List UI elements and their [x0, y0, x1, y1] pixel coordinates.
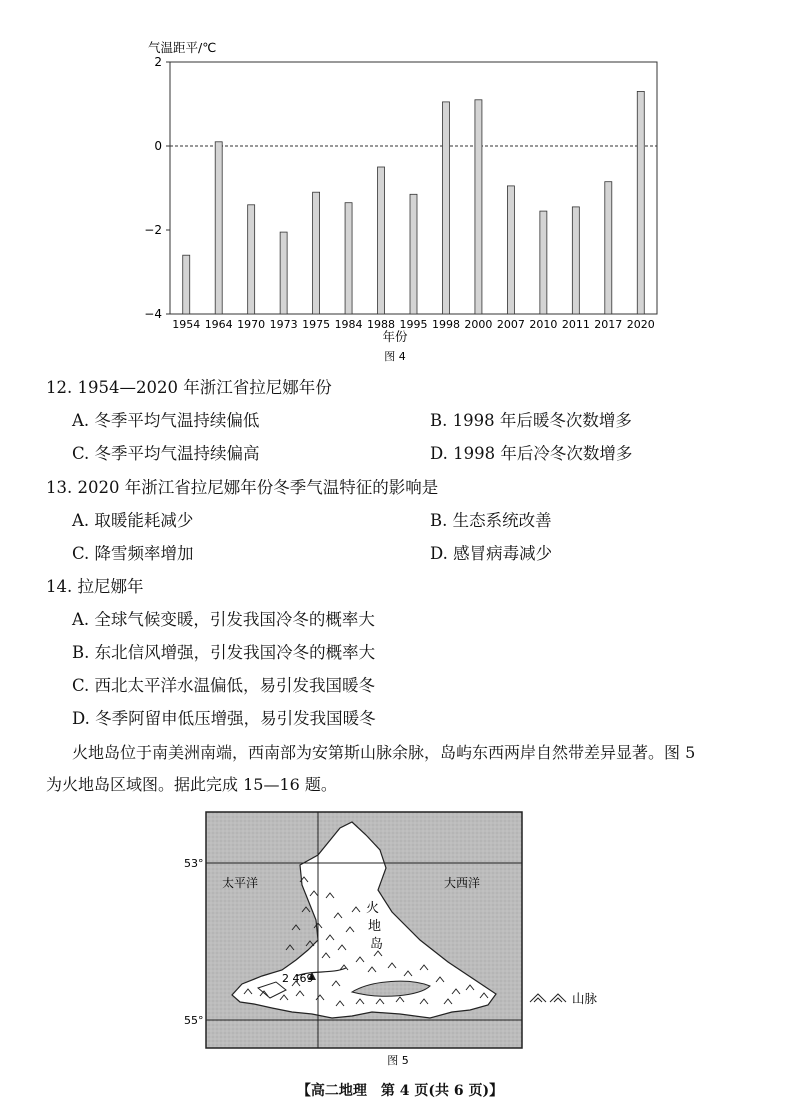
question-13-option-a[interactable]: A. 取暖能耗减少 — [72, 511, 194, 530]
x-tick-label: 1998 — [431, 318, 460, 331]
island-label-char-1: 火 — [366, 901, 380, 916]
bar-1998 — [442, 102, 449, 314]
y-tick-label: 2 — [154, 55, 162, 69]
x-tick-label: 2011 — [561, 318, 590, 331]
question-14-option-d[interactable]: D. 冬季阿留申低压增强，易引发我国暖冬 — [72, 709, 376, 728]
bar-2011 — [572, 207, 579, 314]
question-13-option-c[interactable]: C. 降雪频率增加 — [72, 544, 194, 563]
x-tick-label: 1984 — [334, 318, 363, 331]
x-tick-label: 1964 — [204, 318, 233, 331]
bar-2007 — [507, 186, 514, 314]
figure-4-caption: 图 4 — [384, 350, 406, 363]
legend-mountain-icon — [530, 994, 566, 1002]
bar-1973 — [280, 232, 287, 314]
bar-1970 — [248, 205, 255, 314]
peak-elevation-label: 2 469 — [282, 972, 314, 985]
question-14-option-a[interactable]: A. 全球气候变暖，引发我国冷冬的概率大 — [72, 610, 375, 629]
bar-1975 — [313, 192, 320, 314]
figure-5-map — [0, 800, 800, 1070]
y-tick-label: −2 — [144, 223, 162, 237]
chart-y-axis — [144, 55, 170, 321]
question-12-option-b[interactable]: B. 1998 年后暖冬次数增多 — [430, 411, 632, 430]
x-tick-label: 2000 — [464, 318, 493, 331]
y-tick-label: 0 — [154, 139, 162, 153]
x-tick-label: 2007 — [496, 318, 525, 331]
x-tick-label: 1975 — [302, 318, 331, 331]
question-14-option-c[interactable]: C. 西北太平洋水温偏低，易引发我国暖冬 — [72, 676, 376, 695]
chart-bars — [183, 91, 645, 314]
bar-1995 — [410, 194, 417, 314]
latitude-55-label: 55° — [184, 1014, 204, 1027]
chart-x-axis — [172, 318, 655, 331]
bar-2017 — [605, 182, 612, 314]
bar-1964 — [215, 142, 222, 314]
atlantic-ocean-label: 大西洋 — [444, 876, 481, 890]
x-tick-label: 1988 — [367, 318, 396, 331]
island-label-char-3: 岛 — [370, 937, 384, 952]
x-tick-label: 1954 — [172, 318, 201, 331]
x-tick-label: 2017 — [594, 318, 623, 331]
y-tick-label: −4 — [144, 307, 162, 321]
question-14-option-b[interactable]: B. 东北信风增强，引发我国冷冬的概率大 — [72, 643, 376, 662]
question-14-stem: 14. 拉尼娜年 — [46, 577, 144, 596]
chart-xlabel: 年份 — [382, 329, 408, 344]
bar-2000 — [475, 100, 482, 314]
bar-1984 — [345, 203, 352, 314]
x-tick-label: 1995 — [399, 318, 428, 331]
x-tick-label: 2010 — [529, 318, 558, 331]
x-tick-label: 2020 — [626, 318, 655, 331]
figure-4-chart — [0, 0, 800, 370]
latitude-53-label: 53° — [184, 857, 204, 870]
x-tick-label: 1973 — [269, 318, 298, 331]
x-tick-label: 1970 — [237, 318, 266, 331]
page-footer: 【高二地理 第 4 页(共 6 页)】 — [296, 1083, 504, 1099]
intro-paragraph-line-1: 火地岛位于南美洲南端，西南部为安第斯山脉余脉，岛屿东西两岸自然带差异显著。图 5 — [72, 743, 696, 762]
intro-paragraph-line-2: 为火地岛区域图。据此完成 15—16 题。 — [46, 775, 337, 794]
question-13-option-d[interactable]: D. 感冒病毒减少 — [430, 544, 553, 563]
question-12-stem: 12. 1954—2020 年浙江省拉尼娜年份 — [46, 378, 332, 397]
chart-ylabel: 气温距平/℃ — [148, 40, 217, 55]
question-13-stem: 13. 2020 年浙江省拉尼娜年份冬季气温特征的影响是 — [46, 478, 439, 497]
question-12-option-c[interactable]: C. 冬季平均气温持续偏高 — [72, 444, 260, 463]
island-label-char-2: 地 — [368, 919, 382, 934]
bar-1954 — [183, 255, 190, 314]
pacific-ocean-label: 太平洋 — [222, 876, 259, 890]
question-12-option-a[interactable]: A. 冬季平均气温持续偏低 — [72, 411, 260, 430]
question-12-option-d[interactable]: D. 1998 年后冷冬次数增多 — [430, 444, 633, 463]
bar-2020 — [637, 91, 644, 314]
question-13-option-b[interactable]: B. 生态系统改善 — [430, 511, 552, 530]
legend-mountain-label: 山脉 — [572, 991, 598, 1006]
figure-5-caption: 图 5 — [387, 1054, 409, 1067]
bar-2010 — [540, 211, 547, 314]
bar-1988 — [378, 167, 385, 314]
